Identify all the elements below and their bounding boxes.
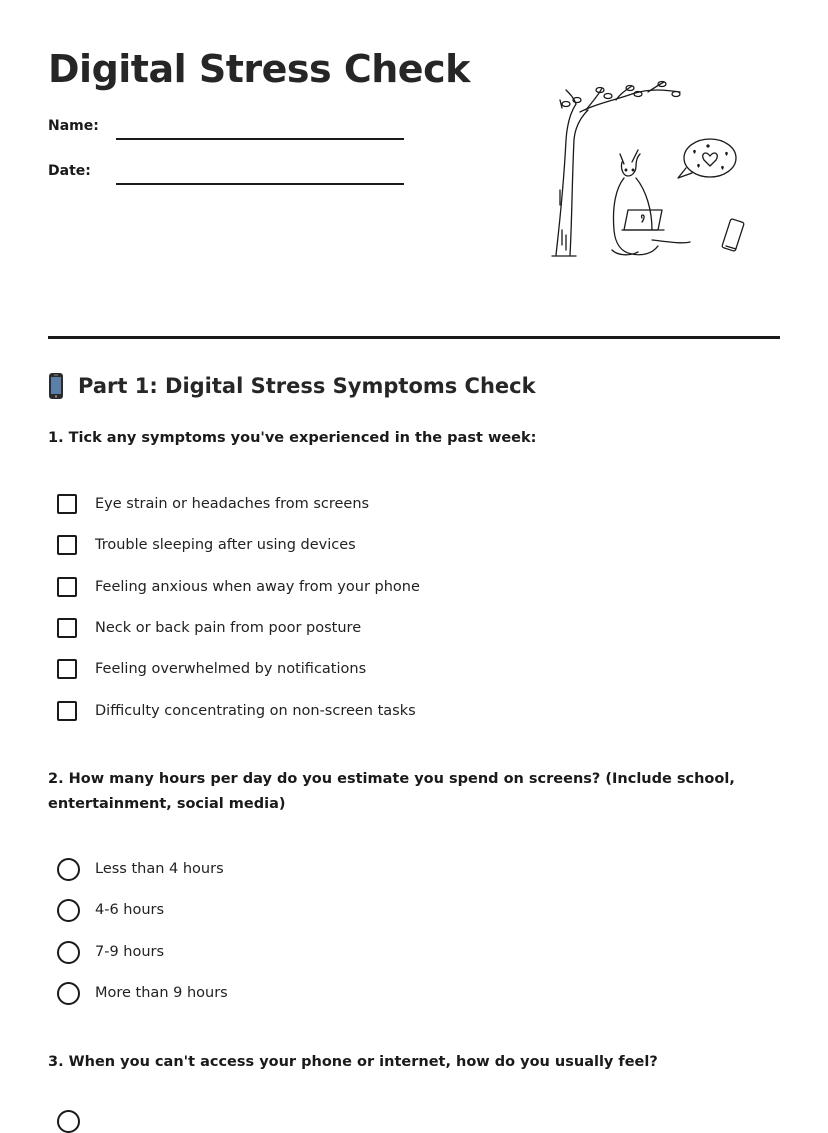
hours-option[interactable] <box>57 898 165 922</box>
date-input-line[interactable] <box>116 183 404 185</box>
checkbox[interactable] <box>57 701 77 721</box>
radio-button[interactable] <box>57 1110 80 1133</box>
radio-button[interactable] <box>57 982 80 1005</box>
kangaroo-with-laptop-icon <box>612 150 690 255</box>
radio-button[interactable] <box>57 941 80 964</box>
part1-heading-text: Part 1: Digital Stress Symptoms Check <box>78 374 536 398</box>
checkbox[interactable] <box>57 577 77 597</box>
checkbox[interactable] <box>57 535 77 555</box>
radio-button[interactable] <box>57 899 80 922</box>
option-label: Trouble sleeping after using devices <box>95 537 356 553</box>
kangaroo-tree-illustration <box>540 80 760 265</box>
symptom-option[interactable] <box>57 616 362 640</box>
date-label: Date: <box>48 163 91 179</box>
option-label: 4-6 hours <box>95 902 165 918</box>
page-title: Digital Stress Check <box>48 47 470 91</box>
checkbox[interactable] <box>57 494 77 514</box>
checkbox[interactable] <box>57 659 77 679</box>
name-input-line[interactable] <box>116 138 404 140</box>
option-label: 7-9 hours <box>95 944 165 960</box>
symptom-option[interactable] <box>57 657 367 681</box>
mobile-phone-icon <box>48 372 64 400</box>
symptom-option[interactable] <box>57 533 356 557</box>
question-2: 2. How many hours per day do you estimate you spend on screens? (Include school, entertainment, social media) <box>48 771 735 812</box>
radio-button[interactable] <box>57 858 80 881</box>
hours-option[interactable] <box>57 857 224 881</box>
option-label: Eye strain or headaches from screens <box>95 496 370 512</box>
hours-option[interactable] <box>57 940 165 964</box>
symptom-option[interactable] <box>57 492 370 516</box>
option-label: Less than 4 hours <box>95 861 224 877</box>
date-field <box>48 163 408 187</box>
name-label: Name: <box>48 118 99 134</box>
option-label: Neck or back pain from poor posture <box>95 620 362 636</box>
smartphone-icon <box>722 219 745 252</box>
option-label: More than 9 hours <box>95 985 228 1001</box>
symptom-option[interactable] <box>57 575 420 599</box>
section-divider <box>48 336 780 339</box>
heart-thought-bubble-icon <box>678 139 736 178</box>
option-label: Feeling overwhelmed by notifications <box>95 661 367 677</box>
name-field <box>48 118 408 142</box>
option-label: Difficulty concentrating on non-screen tasks <box>95 703 416 719</box>
hours-option[interactable] <box>57 981 228 1005</box>
symptom-option[interactable] <box>57 699 416 723</box>
checkbox[interactable] <box>57 618 77 638</box>
option-label: Feeling anxious when away from your phone <box>95 579 420 595</box>
question-1: 1. Tick any symptoms you've experienced in the past week: <box>48 430 537 446</box>
part1-heading <box>48 372 536 400</box>
question-3: 3. When you can't access your phone or internet, how do you usually feel? <box>48 1054 658 1070</box>
